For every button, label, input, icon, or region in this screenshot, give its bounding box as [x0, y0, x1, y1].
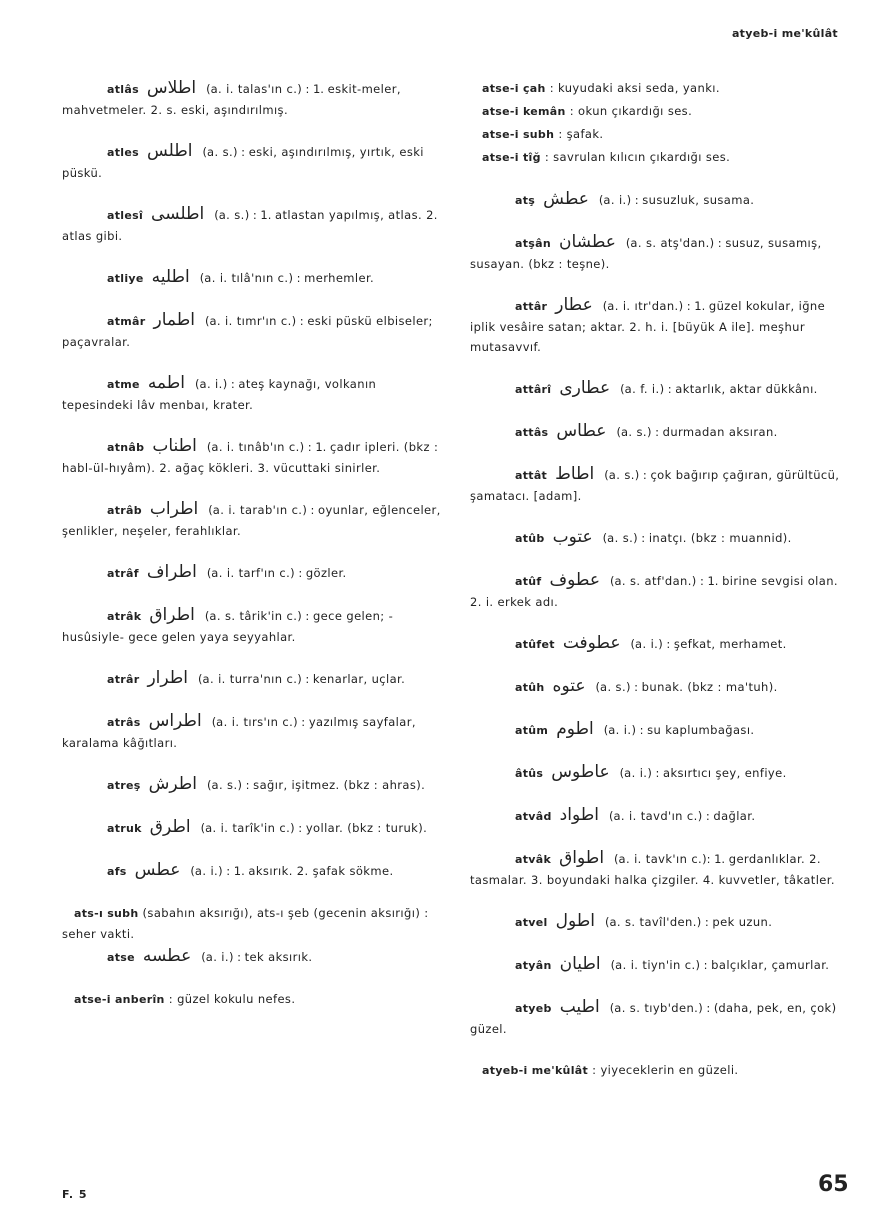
- entry-definition: : güzel kokulu nefes.: [168, 992, 296, 1006]
- entry-definition: (a. s.) : eski, aşındırılmış, yırtık, eski püskü.: [62, 145, 424, 180]
- entry-headword: atse-i tîğ: [482, 151, 541, 164]
- dictionary-entry: [62, 668, 447, 690]
- entry-definition: (a. s. atf'dan.) : 1. birine sevgisi olan. 2. i. erkek adı.: [470, 574, 838, 609]
- dictionary-entry: [470, 527, 850, 549]
- entry-arabic-script: اطول: [555, 911, 595, 931]
- dictionary-entry: [470, 295, 850, 357]
- entry-definition: (a. i. tiyn'in c.) : balçıklar, çamurlar.: [610, 958, 830, 972]
- entry-headword: atse-i kemân: [482, 105, 566, 118]
- entry-headword: atvâk: [515, 853, 552, 866]
- dictionary-entry: [62, 860, 447, 882]
- entry-arabic-script: اطاط: [555, 464, 595, 484]
- entry-headword: atse-i subh: [482, 128, 555, 141]
- dictionary-entry: [62, 903, 447, 944]
- entry-headword: atles: [107, 146, 139, 159]
- entry-headword: atyeb-i me'kûlât: [482, 1064, 589, 1077]
- entry-definition: (a. s. tavîl'den.) : pek uzun.: [604, 915, 773, 929]
- dictionary-entry: [470, 762, 850, 784]
- entry-arabic-script: عطاس: [556, 421, 607, 441]
- dictionary-entry: [470, 805, 850, 827]
- dictionary-entry: [470, 848, 850, 890]
- dictionary-entry: [62, 817, 447, 839]
- entry-definition: (a. s.) : 1. atlastan yapılmış, atlas. 2. atlas gibi.: [62, 208, 438, 243]
- dictionary-entry: [62, 946, 447, 968]
- entry-headword: afs: [107, 865, 127, 878]
- entry-arabic-script: اطراق: [149, 605, 195, 625]
- entry-headword: atruk: [107, 822, 142, 835]
- entry-arabic-script: اطرش: [148, 774, 198, 794]
- entry-headword: atnâb: [107, 441, 145, 454]
- entry-arabic-script: عطسه: [142, 946, 192, 966]
- entry-definition: : yiyeceklerin en güzeli.: [592, 1063, 739, 1077]
- entry-definition: (a. i. tırs'ın c.) : yazılmış sayfalar, karalama kâğıtları.: [62, 715, 416, 750]
- entry-arabic-script: عطاری: [559, 378, 611, 398]
- entry-headword: atş: [515, 194, 536, 207]
- dictionary-entry: [470, 1060, 850, 1081]
- entry-definition: (a. s.) : durmadan aksıran.: [616, 425, 778, 439]
- entry-headword: atûf: [515, 575, 542, 588]
- dictionary-entry: [470, 570, 850, 612]
- entry-arabic-script: اطرق: [149, 817, 191, 837]
- entry-definition: (a. i.) : tek aksırık.: [201, 950, 313, 964]
- entry-headword: attâs: [515, 426, 549, 439]
- dictionary-entry: [62, 141, 447, 183]
- entry-definition: (a. s.) : sağır, işitmez. (bkz : ahras).: [207, 778, 426, 792]
- entry-definition: (a. i.) : aksırtıcı şey, enfiye.: [619, 766, 787, 780]
- entry-definition: (a. s. târik'in c.) : gece gelen; -husûsiyle- gece gelen yaya seyyahlar.: [62, 609, 394, 644]
- entry-headword: atvel: [515, 916, 548, 929]
- entry-definition: (a. i. turra'nın c.) : kenarlar, uçlar.: [198, 672, 406, 686]
- entry-definition: (a. s.) : bunak. (bkz : ma'tuh).: [595, 680, 778, 694]
- entry-headword: atse-i çah: [482, 82, 546, 95]
- dictionary-entry: [62, 310, 447, 352]
- entry-arabic-script: اطراف: [146, 562, 197, 582]
- entry-definition: (a. i. tavk'ın c.): 1. gerdanlıklar. 2. tasmalar. 3. boyundaki halka çizgiler. 4. kuvvetler, tâkatler.: [470, 852, 835, 887]
- entry-headword: atlâs: [107, 83, 139, 96]
- entry-headword: atrâb: [107, 504, 142, 517]
- dictionary-entry: [62, 711, 447, 753]
- entry-definition: (a. i.) : 1. aksırık. 2. şafak sökme.: [190, 864, 394, 878]
- entry-headword: atme: [107, 378, 140, 391]
- entry-arabic-script: اطليه: [151, 267, 190, 287]
- entry-definition: (a. s.) : çok bağırıp çağıran, gürültücü, şamatacı. [adam].: [470, 468, 840, 503]
- entry-definition: (a. i.) : ateş kaynağı, volkanın tepesindeki lâv menbaı, krater.: [62, 377, 377, 412]
- entry-definition: (a. s.) : inatçı. (bkz : muannid).: [602, 531, 792, 545]
- entry-arabic-script: اطراس: [148, 711, 202, 731]
- entry-arabic-script: اطيان: [559, 954, 601, 974]
- entry-arabic-script: اطواق: [559, 848, 605, 868]
- entry-headword: atyân: [515, 959, 552, 972]
- dictionary-entry: [62, 499, 447, 541]
- entry-arabic-script: عطوفت: [562, 633, 621, 653]
- entry-definition: : kuyudaki aksi seda, yankı.: [549, 81, 720, 95]
- entry-definition: (a. i.) : su kaplumbağası.: [603, 723, 755, 737]
- dictionary-entry: [62, 562, 447, 584]
- entry-arabic-script: اطيب: [559, 997, 600, 1017]
- dictionary-entry: [62, 989, 447, 1010]
- entry-definition: (a. i. tarf'ın c.) : gözler.: [206, 566, 347, 580]
- entry-definition: (a. i. tarîk'in c.) : yollar. (bkz : turuk).: [200, 821, 428, 835]
- entry-headword: atûh: [515, 681, 545, 694]
- dictionary-entry: [470, 633, 850, 655]
- dictionary-entry: [470, 124, 850, 145]
- dictionary-entry: [62, 436, 447, 478]
- entry-arabic-script: عتوب: [552, 527, 593, 547]
- dictionary-entry: [62, 204, 447, 246]
- entry-arabic-script: اطناب: [152, 436, 197, 456]
- dictionary-entry: [470, 378, 850, 400]
- entry-arabic-script: اطوم: [556, 719, 594, 739]
- dictionary-entry: [62, 605, 447, 647]
- entry-headword: attâr: [515, 300, 548, 313]
- entry-arabic-script: عطس: [134, 860, 181, 880]
- entry-definition: (a. i. tımr'ın c.) : eski püskü elbiseler; paçavralar.: [62, 314, 433, 349]
- entry-arabic-script: اطمه: [147, 373, 186, 393]
- dictionary-entry: [470, 421, 850, 443]
- signature-mark: F. 5: [62, 1188, 88, 1201]
- entry-headword: atûm: [515, 724, 549, 737]
- running-head: atyeb-i me'kûlât: [731, 27, 838, 40]
- dictionary-entry: [470, 101, 850, 122]
- entry-arabic-script: اطلسی: [151, 204, 205, 224]
- dictionary-entry: [470, 78, 850, 99]
- dictionary-entry: [470, 147, 850, 168]
- dictionary-entry: [62, 774, 447, 796]
- entry-headword: atûfet: [515, 638, 555, 651]
- entry-definition: (a. s. tıyb'den.) : (daha, pek, en, çok) güzel.: [470, 1001, 837, 1036]
- entry-definition: (a. i. tınâb'ın c.) : 1. çadır ipleri. (bkz : habl-ül-hıyâm). 2. ağaç kökleri. 3. vücuttaki sinirler.: [62, 440, 439, 475]
- entry-arabic-script: اطلاس: [146, 78, 197, 98]
- dictionary-entry: [470, 676, 850, 698]
- dictionary-entry: [470, 719, 850, 741]
- entry-headword: attârî: [515, 383, 552, 396]
- entry-headword: atrâf: [107, 567, 139, 580]
- entry-headword: atse-i anberîn: [74, 993, 165, 1006]
- right-column: [470, 78, 850, 1102]
- entry-headword: atlesî: [107, 209, 144, 222]
- entry-definition: (a. i.) : şefkat, merhamet.: [630, 637, 787, 651]
- dictionary-entry: [62, 78, 447, 120]
- entry-arabic-script: اطرار: [147, 668, 189, 688]
- entry-headword: ats-ı subh: [74, 907, 139, 920]
- entry-arabic-script: عطوف: [549, 570, 600, 590]
- entry-headword: atreş: [107, 779, 141, 792]
- entry-headword: atvâd: [515, 810, 552, 823]
- dictionary-entry: [470, 464, 850, 506]
- entry-headword: âtûs: [515, 767, 544, 780]
- entry-definition: (a. i. tavd'ın c.) : dağlar.: [609, 809, 756, 823]
- entry-arabic-script: عطشان: [558, 232, 616, 252]
- dictionary-entry: [470, 232, 850, 274]
- dictionary-entry: [470, 954, 850, 976]
- entry-headword: atûb: [515, 532, 545, 545]
- entry-definition: : savrulan kılıcın çıkardığı ses.: [544, 150, 731, 164]
- entry-definition: (a. i. tarab'ın c.) : oyunlar, eğlenceler, şenlikler, neşeler, ferahlıklar.: [62, 503, 441, 538]
- entry-headword: atse: [107, 951, 135, 964]
- dictionary-entry: [470, 997, 850, 1039]
- entry-arabic-script: اطمار: [153, 310, 195, 330]
- entry-arabic-script: عتوه: [552, 676, 586, 696]
- entry-headword: attât: [515, 469, 548, 482]
- entry-definition: (a. i. talas'ın c.) : 1. eskit-meler, mahvetmeler. 2. s. eski, aşındırılmış.: [62, 82, 401, 117]
- entry-headword: atmâr: [107, 315, 146, 328]
- entry-definition: (a. i.) : susuzluk, susama.: [598, 193, 755, 207]
- entry-definition: : şafak.: [558, 127, 604, 141]
- dictionary-entry: [62, 267, 447, 289]
- dictionary-entry: [470, 189, 850, 211]
- entry-arabic-script: عاطوس: [551, 762, 610, 782]
- entry-definition: : okun çıkardığı ses.: [569, 104, 693, 118]
- entry-definition: (a. f. i.) : aktarlık, aktar dükkânı.: [620, 382, 818, 396]
- entry-definition: (a. s. atş'dan.) : susuz, susamış, susayan. (bkz : teşne).: [470, 236, 822, 271]
- entry-arabic-script: اطواد: [559, 805, 599, 825]
- entry-arabic-script: عطار: [555, 295, 593, 315]
- entry-definition: (sabahın aksırığı), ats-ı şeb (gecenin aksırığı) : seher vakti.: [62, 906, 429, 941]
- entry-arabic-script: عطش: [543, 189, 589, 209]
- entry-definition: (a. i. ıtr'dan.) : 1. güzel kokular, iğne iplik vesâire satan; aktar. 2. h. i. [büyük A ile]. meşhur mutasavvıf.: [470, 299, 826, 354]
- entry-headword: atyeb: [515, 1002, 552, 1015]
- entry-headword: atşân: [515, 237, 551, 250]
- entry-headword: atrâr: [107, 673, 140, 686]
- left-column: [62, 78, 447, 1031]
- entry-headword: atrâk: [107, 610, 142, 623]
- entry-headword: atliye: [107, 272, 144, 285]
- entry-headword: atrâs: [107, 716, 141, 729]
- page-number: 65: [818, 1172, 849, 1197]
- dictionary-entry: [62, 373, 447, 415]
- entry-definition: (a. i. tılâ'nın c.) : merhemler.: [199, 271, 375, 285]
- entry-arabic-script: اطلس: [146, 141, 193, 161]
- entry-arabic-script: اطراب: [149, 499, 199, 519]
- dictionary-entry: [470, 911, 850, 933]
